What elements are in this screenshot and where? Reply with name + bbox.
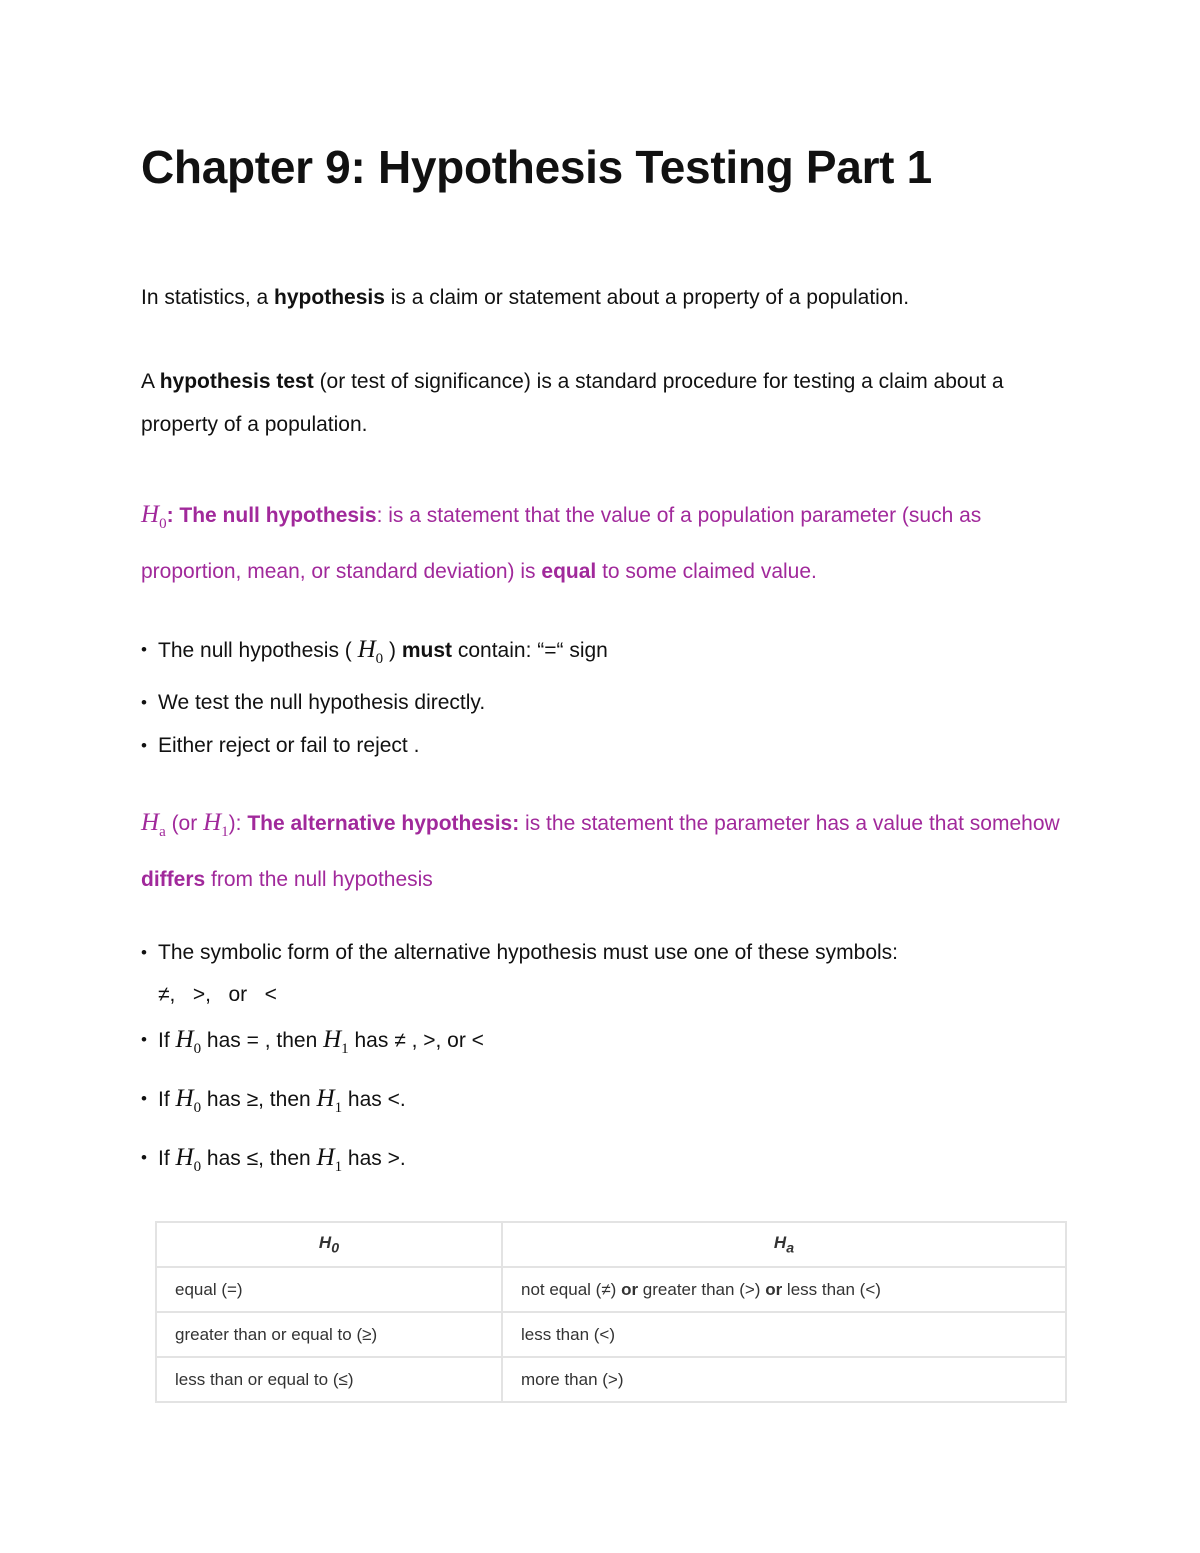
list-item: • Either reject or fail to reject . <box>141 724 608 767</box>
term-hypothesis-test: hypothesis test <box>159 370 314 393</box>
table-cell: more than (>) <box>502 1357 1066 1402</box>
h0-symbol: $H_0$ <box>141 501 167 532</box>
term-hypothesis: hypothesis <box>274 286 385 309</box>
text: to some claimed value. <box>596 560 817 583</box>
null-hypothesis-definition <box>141 491 1066 595</box>
list-item: • We test the null hypothesis directly. <box>141 681 608 724</box>
header-ha: $H_a$ <box>502 1222 1066 1267</box>
list-item: • The symbolic form of the alternative hypothesis must use one of these symbols: ≠, >, or < <box>141 932 898 1016</box>
null-hypothesis-bullets <box>141 628 608 767</box>
text: is a claim or statement about a property of a population. <box>384 286 910 309</box>
table-cell: equal (=) <box>156 1267 502 1312</box>
hypothesis-test-definition <box>141 360 1051 446</box>
h0-symbol: $H_0$ <box>357 636 384 667</box>
list-item: • If $H_0$ has = , then $H_1$ has ≠ , >, or < <box>141 1015 484 1074</box>
table-cell: not equal (≠) or greater than (>) or less than (<) <box>502 1267 1066 1312</box>
hypothesis-table <box>155 1221 1067 1403</box>
page-title: Chapter 9: Hypothesis Testing Part 1 <box>141 141 932 193</box>
list-item: • If $H_0$ has ≥, then $H_1$ has <. <box>141 1074 484 1133</box>
symbols-list: ≠, >, or < <box>158 983 277 1006</box>
text: A <box>141 370 160 393</box>
text: : is a statement that the value of a population parameter (such as proportion, mean, or standard deviation) is <box>141 504 982 583</box>
list-item: • The null hypothesis ( $H_0$ ) must contain: “=“ sign <box>141 628 608 681</box>
h1-symbol: $H_1$ <box>203 809 229 840</box>
table-cell: less than (<) <box>502 1312 1066 1357</box>
term-differs: differs <box>141 868 206 891</box>
table-row <box>156 1357 1066 1402</box>
alternative-symbols-bullet <box>141 932 898 1016</box>
null-hypothesis-label: : The null hypothesis <box>166 504 377 527</box>
table-header-row <box>156 1222 1066 1267</box>
ha-symbol: $H_a$ <box>141 809 166 840</box>
text: In statistics, a <box>141 286 275 309</box>
rule-bullets <box>141 1015 484 1192</box>
alternative-hypothesis-label: The alternative hypothesis: <box>247 812 520 835</box>
table-row <box>156 1312 1066 1357</box>
text: (or test of significance) is a standard procedure for testing a claim about a property of a population. <box>141 370 1004 436</box>
table-cell: greater than or equal to (≥) <box>156 1312 502 1357</box>
alternative-hypothesis-definition: $H_a$ (or $H_1$): The alternative hypothesis: is the statement the parameter has a value that somehow differs from the null hypothesis <box>141 809 1060 891</box>
header-h0: $H_0$ <box>156 1222 502 1267</box>
list-item: • If $H_0$ has ≤, then $H_1$ has >. <box>141 1133 484 1192</box>
table-row <box>156 1267 1066 1312</box>
term-equal: equal <box>541 560 597 583</box>
hypothesis-definition <box>141 276 1071 319</box>
table-cell: less than or equal to (≤) <box>156 1357 502 1402</box>
